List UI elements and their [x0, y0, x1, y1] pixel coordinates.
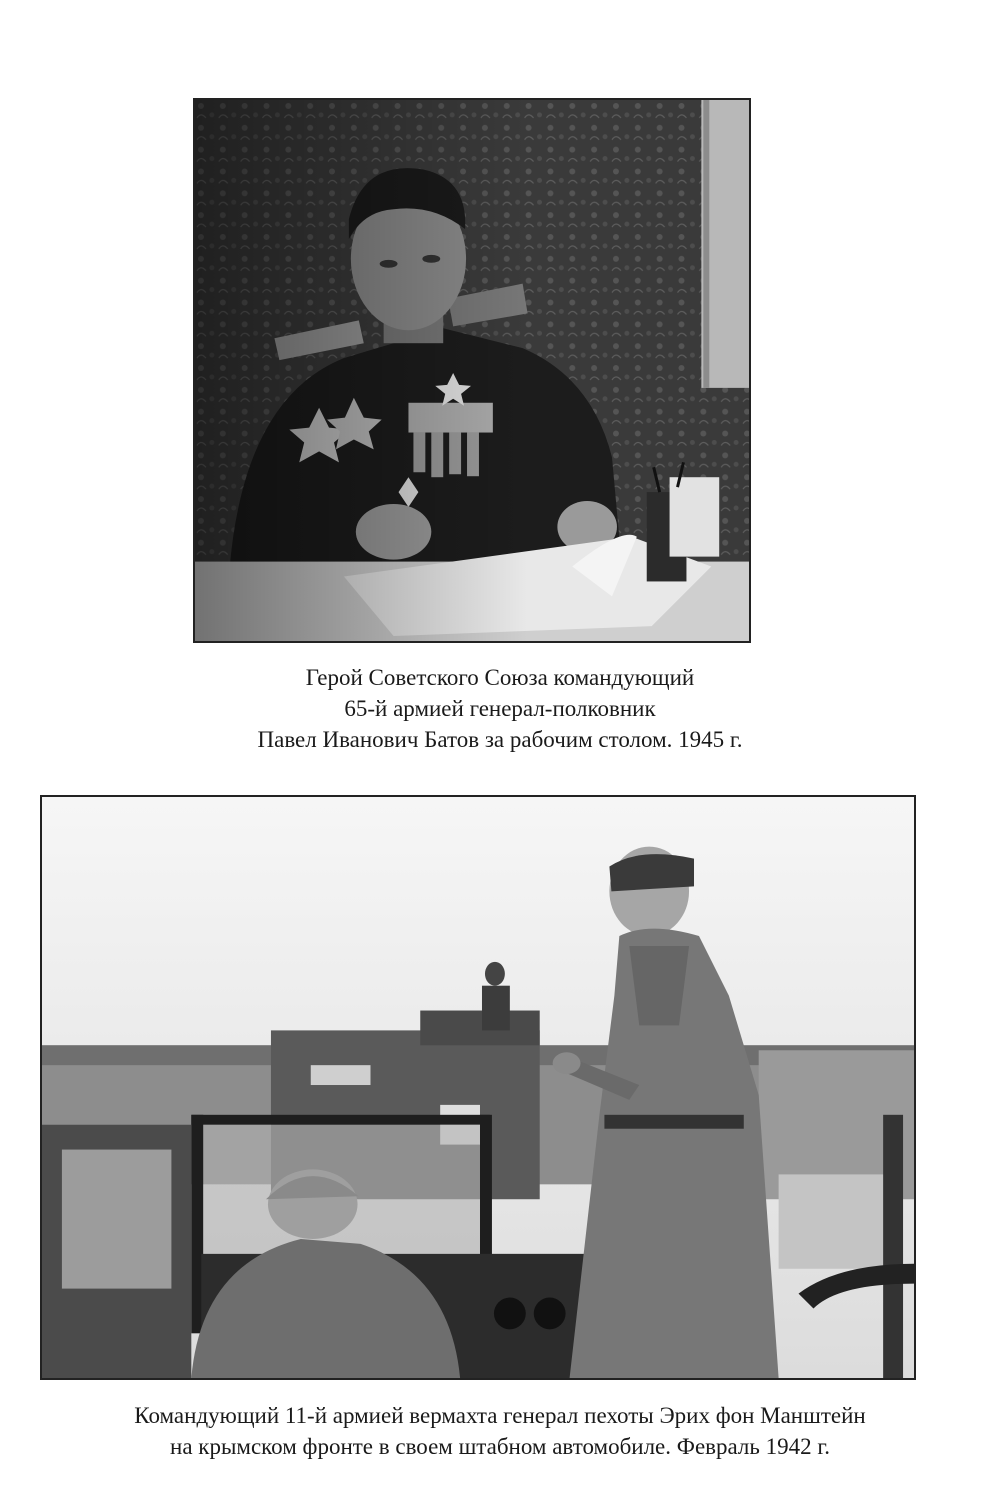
caption-line: Герой Советского Союза командующий — [305, 665, 695, 690]
photo-officer-in-staff-car — [40, 795, 916, 1380]
caption-line: 65-й армией генерал-полковник — [344, 696, 656, 721]
photo-general-at-desk — [193, 98, 751, 643]
caption-line: Павел Иванович Батов за рабочим столом. 1945 г. — [257, 727, 743, 752]
caption-line: на крымском фронте в своем штабном автомобиле. Февраль 1942 г. — [170, 1434, 830, 1459]
caption-line: Командующий 11-й армией вермахта генерал пехоты Эрих фон Манштейн — [134, 1403, 866, 1428]
photo-caption-2 — [0, 1400, 1000, 1462]
photo-caption-1 — [0, 662, 1000, 755]
